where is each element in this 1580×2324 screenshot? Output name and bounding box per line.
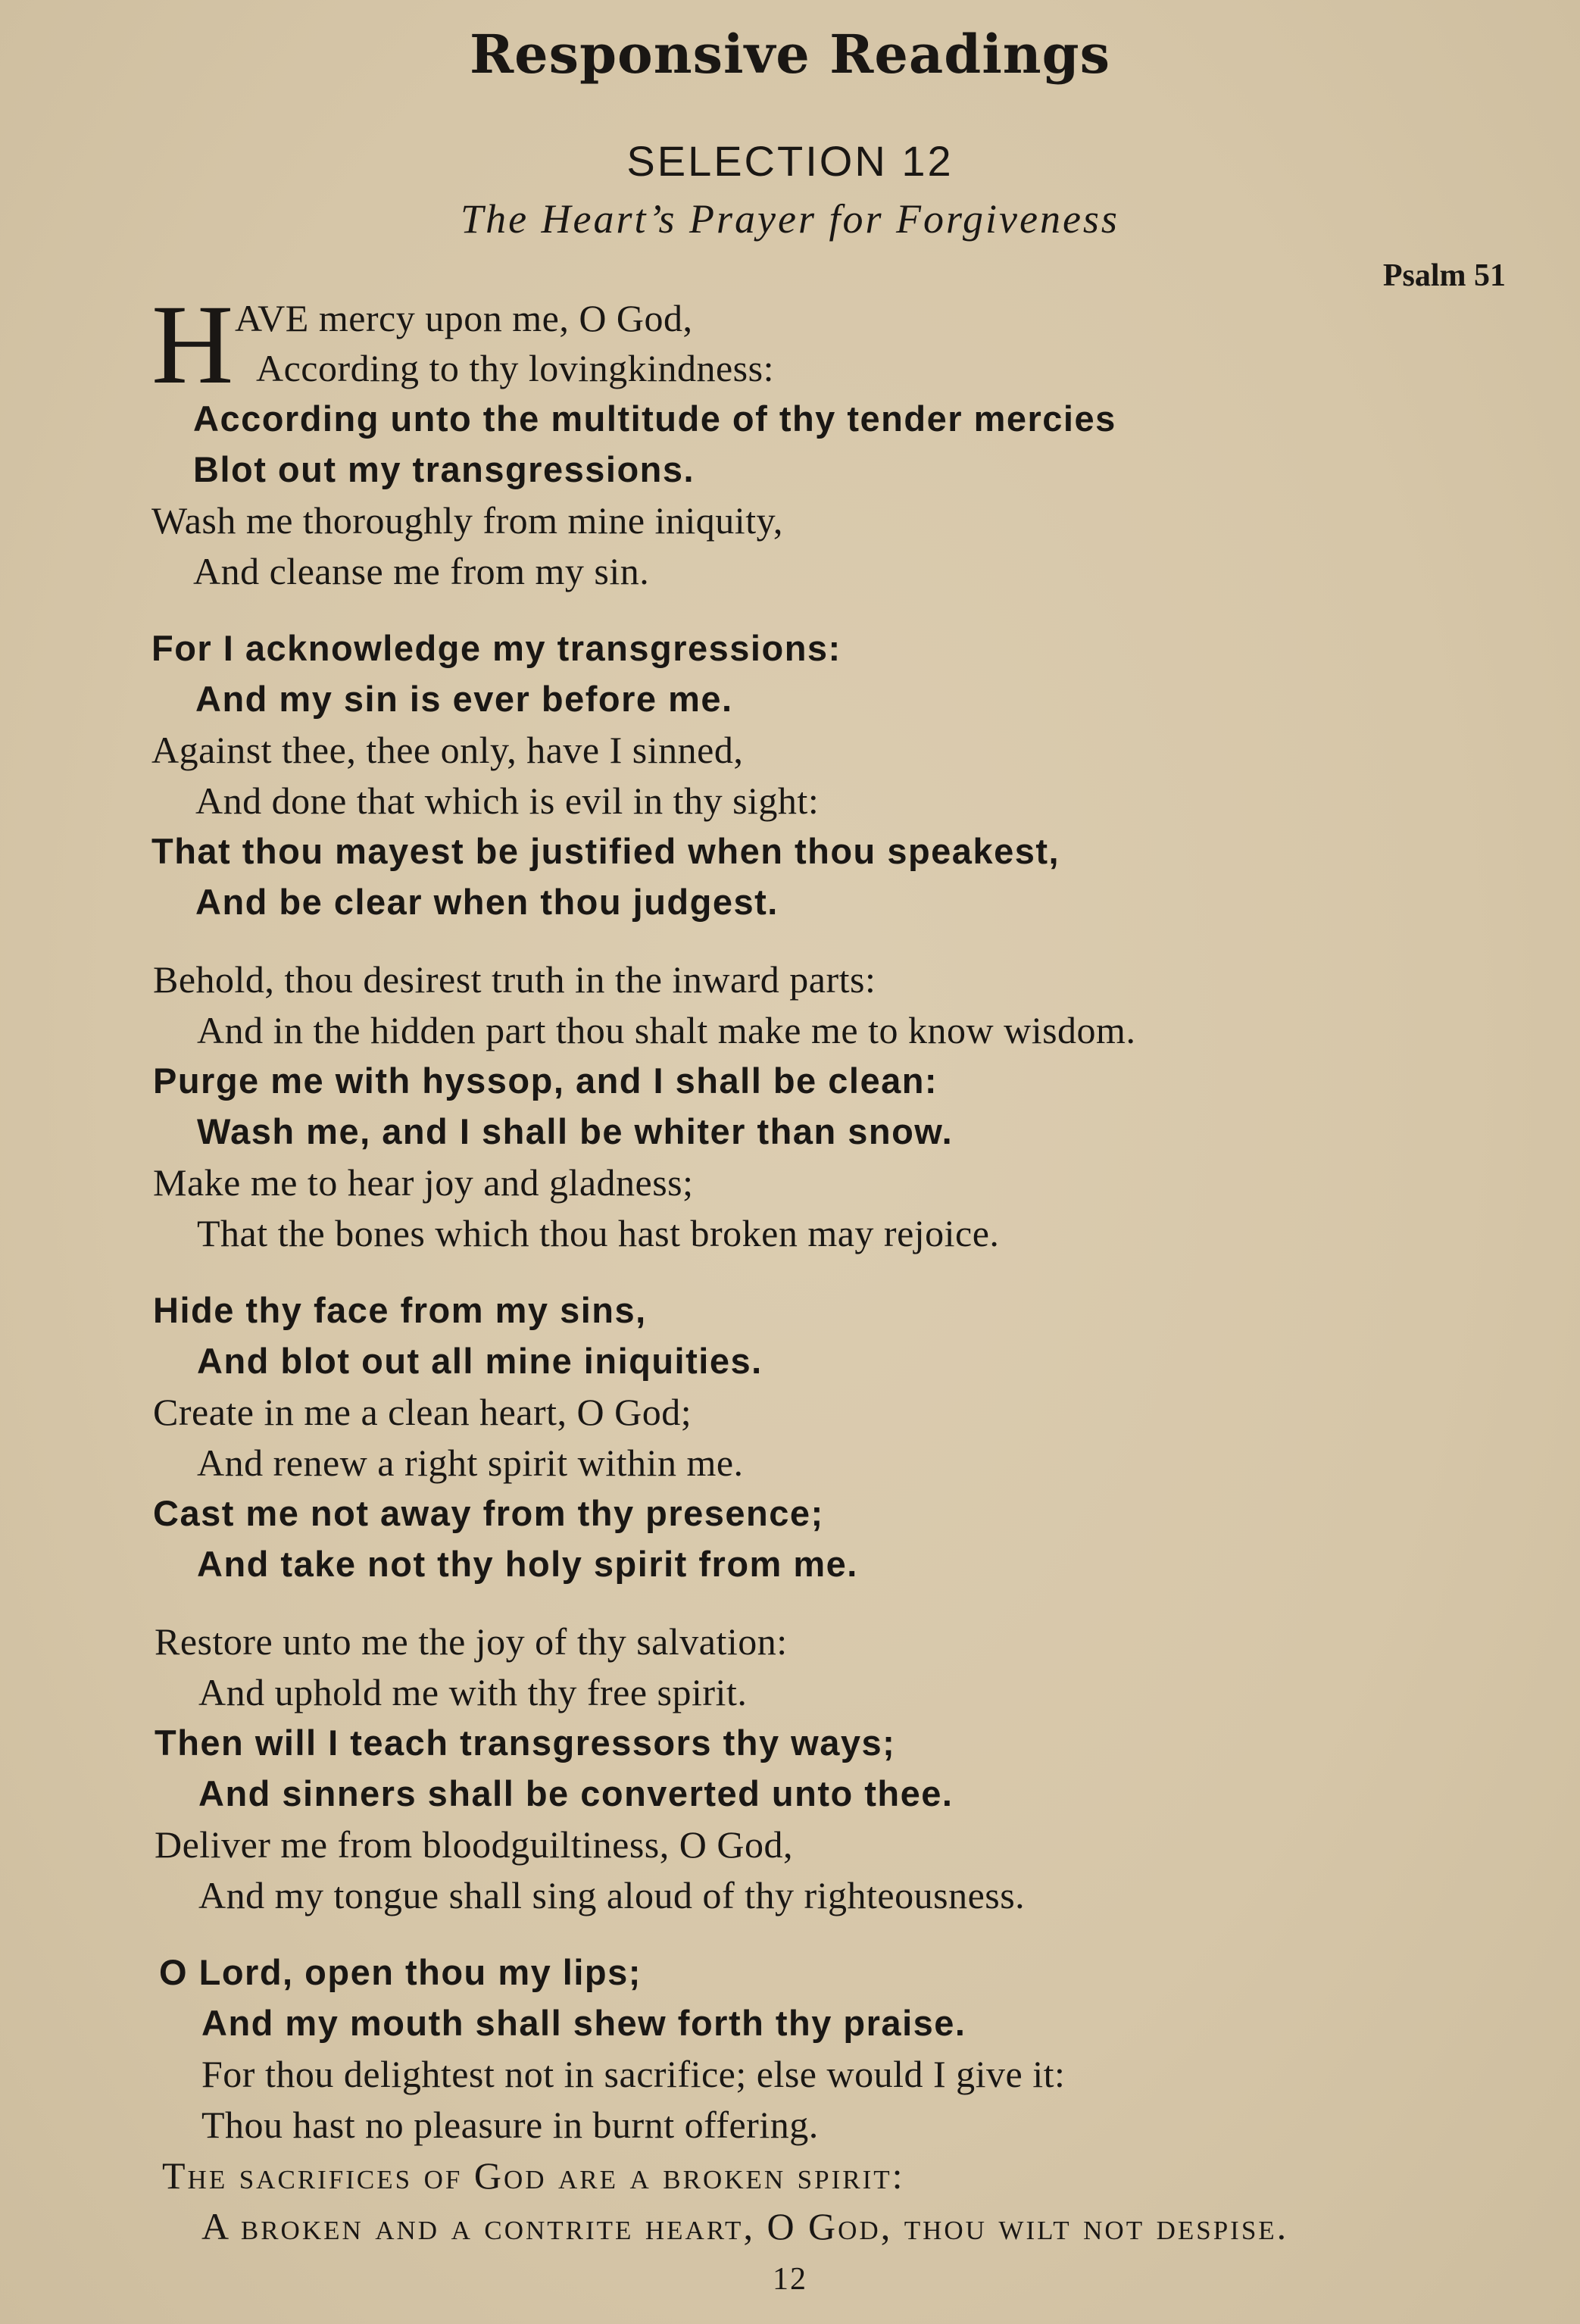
verse-line: Wash me thoroughly from mine iniquity, — [151, 499, 783, 542]
verse-line: O Lord, open thou my lips; — [159, 1952, 642, 1992]
verse-line: Restore unto me the joy of thy salvation: — [155, 1620, 788, 1663]
verse-line: Then will I teach transgressors thy ways; — [155, 1723, 896, 1763]
verse-line: Cast me not away from thy presence; — [153, 1493, 824, 1533]
verse-line: And renew a right spirit within me. — [197, 1442, 744, 1484]
verse-line: Hide thy face from my sins, — [153, 1290, 647, 1330]
verse-line: Wash me, and I shall be whiter than snow. — [197, 1111, 954, 1151]
verse-line: And take not thy holy spirit from me. — [197, 1544, 858, 1584]
verse-line: A broken and a contrite heart, O God, thou wilt not despise. — [201, 2205, 1289, 2247]
verse-line: And uphold me with thy free spirit. — [198, 1671, 748, 1713]
verse-line: Against thee, thee only, have I sinned, — [151, 729, 744, 771]
page-number: 12 — [773, 2262, 807, 2297]
verse-line: Deliver me from bloodguiltiness, O God, — [155, 1823, 793, 1866]
verse-line: That thou mayest be justified when thou speakest, — [151, 831, 1060, 871]
verse-line: Purge me with hyssop, and I shall be clean: — [153, 1060, 938, 1101]
reading-subtitle: The Heart’s Prayer for Forgiveness — [461, 196, 1119, 242]
verse-line: That the bones which thou hast broken may rejoice. — [197, 1212, 1000, 1254]
verse-line: For thou delightest not in sacrifice; else would I give it: — [201, 2053, 1066, 2095]
verse-line: And done that which is evil in thy sight: — [195, 779, 820, 822]
verse-line: The sacrifices of God are a broken spirit: — [162, 2154, 905, 2197]
running-title: Responsive Readings — [469, 23, 1111, 86]
selection-heading: SELECTION 12 — [626, 137, 954, 185]
verse-line: And in the hidden part thou shalt make me to know wisdom. — [197, 1009, 1136, 1051]
verse-line: And my sin is ever before me. — [195, 679, 733, 719]
verse-line: Create in me a clean heart, O God; — [153, 1391, 692, 1433]
verse-line: And my tongue shall sing aloud of thy righteousness. — [198, 1874, 1026, 1916]
verse-line: According unto the multitude of thy tender mercies — [193, 398, 1116, 439]
verse-line: According to thy lovingkindness: — [256, 347, 774, 389]
verse-line: Behold, thou desirest truth in the inward parts: — [153, 958, 876, 1001]
drop-cap: H — [151, 282, 234, 408]
verse-line: And my mouth shall shew forth thy praise. — [201, 2003, 966, 2043]
verse-line: Blot out my transgressions. — [193, 449, 695, 489]
verse-line: And sinners shall be converted unto thee. — [198, 1773, 954, 1813]
verse-line: AVE mercy upon me, O God, — [235, 297, 693, 339]
verse-line: And blot out all mine iniquities. — [197, 1341, 763, 1381]
verse-line: Make me to hear joy and gladness; — [153, 1161, 694, 1204]
verse-line: And cleanse me from my sin. — [193, 550, 650, 592]
psalm-reference: Psalm 51 — [1382, 258, 1506, 293]
verse-line: For I acknowledge my transgressions: — [151, 628, 842, 668]
verse-line: And be clear when thou judgest. — [195, 882, 779, 922]
verse-line: Thou hast no pleasure in burnt offering. — [201, 2104, 819, 2146]
